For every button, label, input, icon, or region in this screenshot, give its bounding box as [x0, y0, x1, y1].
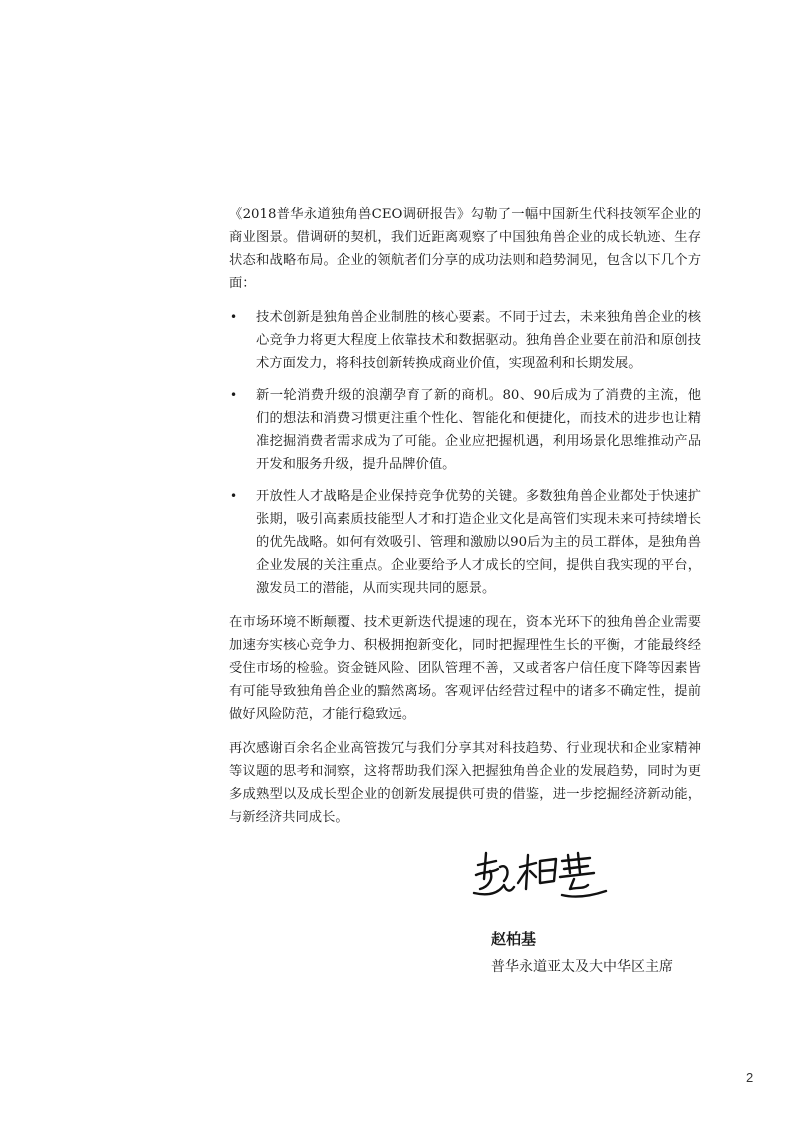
bullet-text: 技术创新是独角兽企业制胜的核心要素。不同于过去，未来独角兽企业的核心竞争力将更大程度上依靠技术和数据驱动。独角兽企业要在前沿和原创技术方面发力，将科技创新转换成商业价值，实现盈利和长期发展。: [256, 310, 701, 371]
bullet-icon: •: [230, 388, 238, 402]
page-number: 2: [746, 1070, 754, 1085]
market-paragraph: 在市场环境不断颠覆、技术更新迭代提速的现在，资本光环下的独角兽企业需要加速夯实核心竞争力、积极拥抱新变化，同时把握理性生长的平衡，才能最终经受住市场的检验。资金链风险、团队管理不善，又或者客户信任度下降等因素皆有可能导致独角兽企业的黯然离场。客观评估经营过程中的诸多不确定性，提前做好风险防范，才能行稳致远。: [229, 615, 701, 722]
list-item: [229, 384, 701, 476]
bullet-icon: •: [230, 310, 238, 324]
bullet-text: 新一轮消费升级的浪潮孕育了新的商机。80、90后成为了消费的主流，他们的想法和消费习惯更注重个性化、智能化和便捷化，而技术的进步也让精准挖掘消费者需求成为了可能。企业应把握机遇，利用场景化思维推动产品开发和服务升级，提升品牌价值。: [256, 388, 701, 472]
bullet-text: 开放性人才战略是企业保持竞争优势的关键。多数独角兽企业都处于快速扩张期，吸引高素质技能型人才和打造企业文化是高管们实现未来可持续增长的优先战略。如何有效吸引、管理和激励以90后为主的员工群体，是独角兽企业发展的关注重点。企业要给予人才成长的空间，提供自我实现的平台，激发员工的潜能，从而实现共同的愿景。: [256, 489, 701, 596]
signer-title: 普华永道亚太及大中华区主席: [491, 959, 673, 975]
list-item: [229, 485, 701, 600]
signer-name: 赵柏基: [491, 930, 537, 948]
list-item: [229, 306, 701, 375]
insight-list: [229, 306, 701, 600]
letter-body: [229, 203, 701, 840]
bullet-icon: •: [230, 489, 238, 503]
intro-paragraph: 《2018普华永道独角兽CEO调研报告》勾勒了一幅中国新生代科技领军企业的商业图景。借调研的契机，我们近距离观察了中国独角兽企业的成长轨迹、生存状态和战略布局。企业的领航者们分享的成功法则和趋势洞见，包含以下几个方面：: [229, 207, 701, 291]
thanks-paragraph: 再次感谢百余名企业高管拨冗与我们分享其对科技趋势、行业现状和企业家精神等议题的思考和洞察，这将帮助我们深入把握独角兽企业的发展趋势，同时为更多成熟型以及成长型企业的创新发展提供可贵的借鉴，进一步挖掘经济新动能，与新经济共同成长。: [229, 741, 701, 825]
handwritten-signature: [470, 845, 610, 905]
